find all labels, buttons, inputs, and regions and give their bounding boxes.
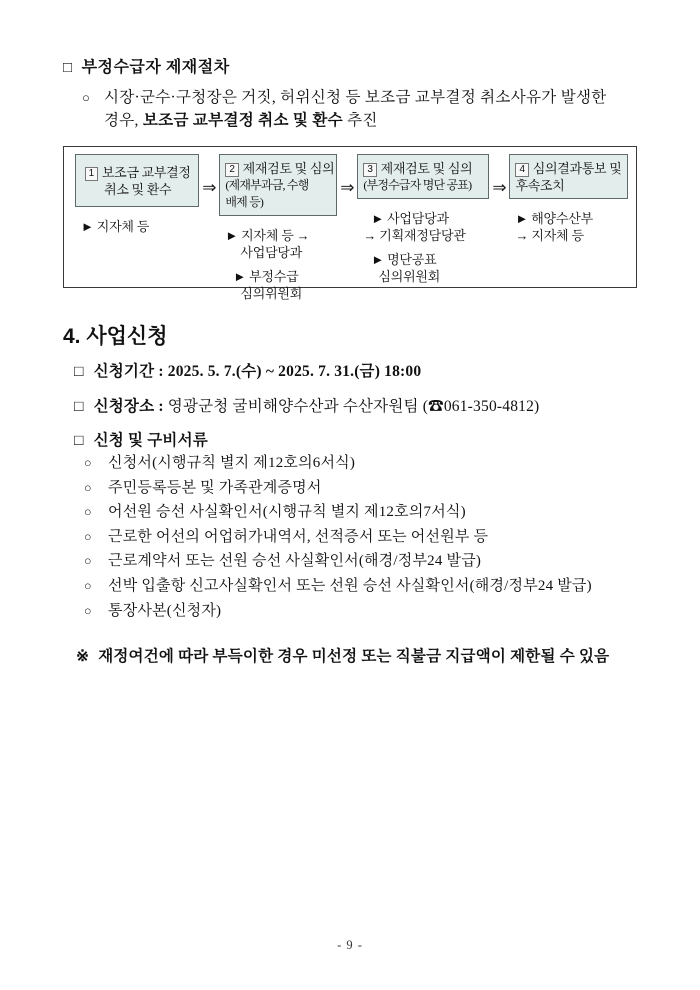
checkbox-square-icon: □	[74, 432, 84, 449]
step-3-number-badge: 3	[363, 163, 376, 177]
step-3-title-line2: (부정수급자 명단 공표)	[363, 178, 472, 192]
double-arrow-icon: ⇒	[492, 178, 507, 198]
document-item-text: 어선원 승선 사실확인서(시행규칙 별지 제12호의7서식)	[108, 504, 466, 521]
period-separator: :	[154, 363, 168, 380]
list-item	[84, 549, 650, 574]
flow-step-4-notes	[509, 210, 628, 244]
note-line: ► 해양수산부	[515, 211, 593, 226]
note-line: ► 지자체 등 →	[225, 228, 310, 243]
document-item-text: 근로한 어선의 어업허가내역서, 선적증서 또는 어선원부 등	[108, 528, 489, 545]
budget-restriction-notice	[76, 644, 609, 666]
sanction-bullet-line2	[82, 109, 652, 132]
line2-bold: 보조금 교부결정 취소 및 환수	[142, 112, 343, 129]
step-3-title-line1: 제재검토 및 심의	[380, 161, 473, 176]
line2-pre: 경우,	[104, 112, 143, 129]
circle-bullet-icon: ○	[84, 578, 92, 593]
document-item-text: 근로계약서 또는 선원 승선 사실확인서(해경/정부24 발급)	[108, 553, 482, 570]
flow-step-2-box	[219, 154, 337, 216]
double-arrow-icon: ⇒	[340, 178, 355, 198]
place-value: 영광군청 굴비해양수산과 수산자원팀 (☎061-350-4812)	[167, 398, 540, 415]
step-2-title-line2: (제재부과금, 수행	[225, 178, 309, 192]
step-4-title-line2: 후속조치	[515, 178, 565, 193]
step-4-number-badge: 4	[515, 163, 528, 177]
place-separator: :	[154, 398, 168, 415]
list-item	[84, 476, 650, 501]
step-4-title-line1: 심의결과통보 및	[532, 161, 622, 176]
step-1-title-line1: 보조금 교부결정	[101, 165, 191, 180]
place-label: 신청장소	[93, 398, 155, 415]
flow-step-4-box	[509, 154, 628, 199]
page-number: - 9 -	[337, 938, 363, 952]
document-item-text: 주민등록등본 및 가족관계증명서	[108, 479, 322, 496]
step-2-number-badge: 2	[225, 163, 238, 177]
document-item-text: 통장사본(신청자)	[108, 602, 222, 619]
step-2-title-line3: 배제 등)	[225, 195, 264, 209]
list-item	[84, 451, 650, 476]
list-item	[84, 599, 650, 624]
circle-bullet-icon: ○	[84, 554, 92, 569]
application-place-line	[74, 394, 539, 416]
note-line: ► 지자체 등	[81, 219, 150, 234]
note-line: 심의위원회	[240, 286, 303, 301]
note-line: ► 명단공표	[371, 252, 437, 267]
circle-bullet-icon: ○	[84, 480, 92, 495]
documents-heading-line	[74, 428, 208, 450]
note-line: ► 사업담당과	[371, 211, 449, 226]
notice-text: 재정여건에 따라 부득이한 경우 미선정 또는 직불금 지급액이 제한될 수 있음	[98, 648, 610, 665]
period-value: 2025. 5. 7.(수) ~ 2025. 7. 31.(금) 18:00	[167, 363, 422, 380]
sanction-section-heading	[63, 54, 230, 77]
circle-bullet-icon: ○	[84, 456, 92, 470]
flow-step-4	[509, 154, 628, 244]
application-period-line	[74, 359, 421, 381]
sanction-bullet-paragraph	[82, 86, 652, 132]
checkbox-square-icon: □	[74, 398, 84, 415]
note-line: 심의위원회	[378, 269, 441, 284]
documents-list	[84, 451, 650, 623]
sanction-procedure-flowchart	[63, 146, 637, 301]
line2-post: 추진	[342, 112, 378, 129]
sanction-heading-text: 부정수급자 제재절차	[81, 59, 230, 76]
note-line: → 기획재정담당관	[363, 228, 466, 243]
sanction-bullet-line1: 시장·군수·구청장은 거짓, 허위신청 등 보조금 교부결정 취소사유가 발생한	[104, 89, 607, 106]
flow-step-1-notes	[75, 218, 199, 235]
flow-step-3-notes	[357, 210, 489, 285]
documents-heading-text: 신청 및 구비서류	[93, 432, 208, 449]
flow-step-3	[357, 154, 489, 285]
circle-bullet-icon: ○	[84, 603, 92, 618]
note-line: → 지자체 등	[515, 228, 584, 243]
step-1-number-badge: 1	[85, 167, 98, 181]
circle-bullet-icon: ○	[84, 529, 92, 544]
flow-step-1	[75, 154, 199, 235]
application-section-heading: 4. 사업신청	[63, 325, 168, 348]
flow-step-3-box	[357, 154, 489, 199]
list-item	[84, 500, 650, 525]
flow-step-2	[219, 154, 337, 302]
checkbox-square-icon: □	[63, 60, 73, 76]
note-line: 사업담당과	[240, 245, 303, 260]
note-line: ► 부정수급	[233, 269, 299, 284]
circle-bullet-icon: ○	[84, 505, 92, 520]
step-1-title-line2: 취소 및 환수	[104, 182, 172, 197]
flow-step-2-notes	[219, 227, 337, 302]
document-item-text: 선박 입출항 신고사실확인서 또는 선원 승선 사실확인서(해경/정부24 발급)	[108, 577, 592, 594]
list-item	[84, 525, 650, 550]
double-arrow-icon: ⇒	[202, 178, 217, 198]
circle-bullet-icon: ○	[82, 90, 91, 105]
list-item	[84, 574, 650, 599]
step-2-title-line1: 제재검토 및 심의	[242, 161, 335, 176]
checkbox-square-icon: □	[74, 363, 84, 380]
period-label: 신청기간	[93, 363, 155, 380]
flow-step-1-box	[75, 154, 199, 207]
document-item-text: 신청서(시행규칙 별지 제12호의6서식)	[108, 455, 356, 471]
reference-mark-icon: ※	[76, 648, 90, 665]
